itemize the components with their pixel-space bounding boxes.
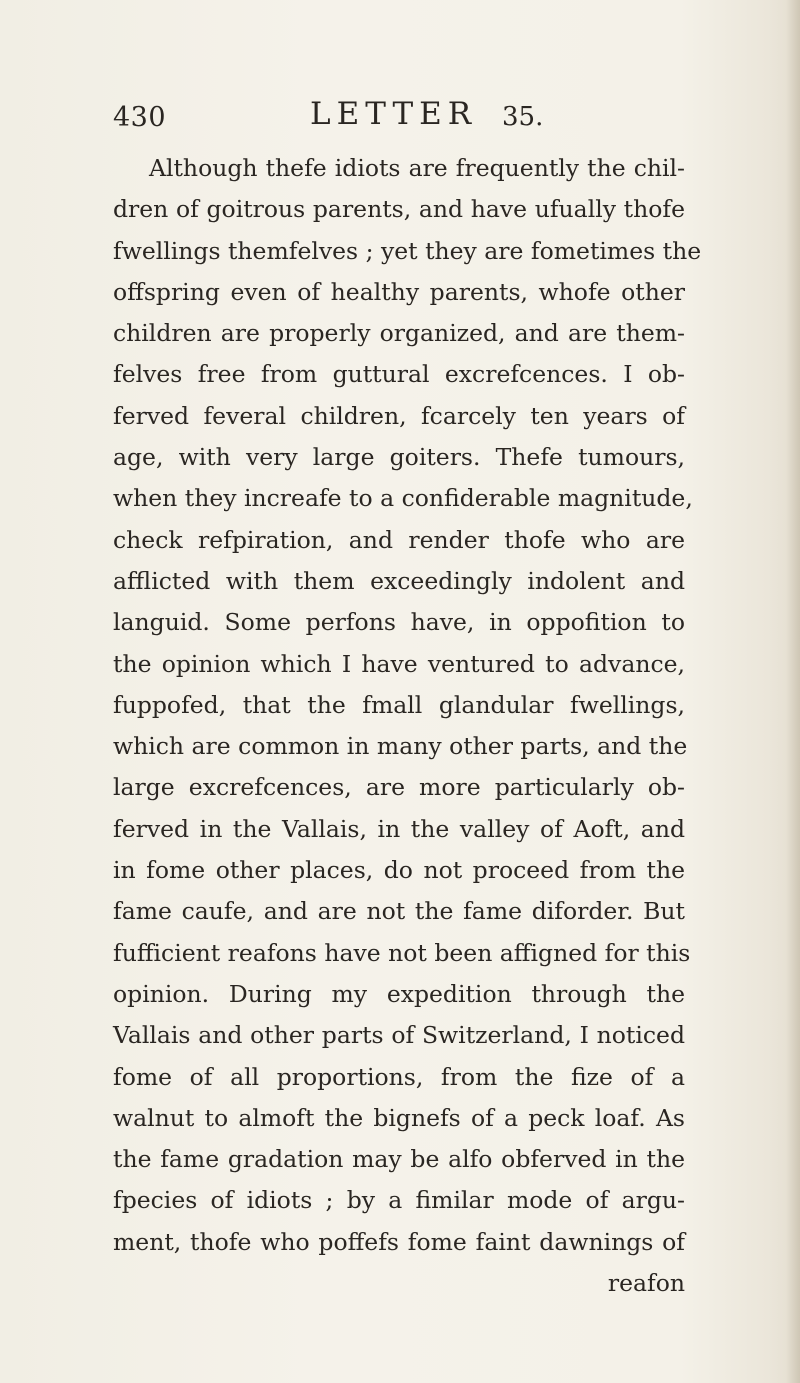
text-line: offspring even of healthy parents, whofe other xyxy=(113,277,685,306)
text-line: when they increafe to a confiderable magnitude, xyxy=(113,484,693,513)
body-text xyxy=(113,148,702,1304)
text-line: the fame gradation may be alfo obferved in the xyxy=(113,1145,685,1174)
page-edge-shadow xyxy=(786,0,800,1383)
text-line: dren of goitrous parents, and have ufually thofe xyxy=(113,195,685,224)
text-line: fame caufe, and are not the fame diforder. But xyxy=(113,897,685,926)
page-number: 430 xyxy=(113,102,167,133)
text-line: walnut to almoft the bignefs of a peck loaf. As xyxy=(113,1103,685,1132)
text-line: large excrefcences, are more particularly ob- xyxy=(113,773,685,802)
text-line: ferved in the Vallais, in the valley of Aoft, and xyxy=(113,814,685,843)
text-line: Although thefe idiots are frequently the chil- xyxy=(149,154,685,182)
text-line: felves free from guttural excrefcences. I ob- xyxy=(113,360,685,389)
text-line: afflicted with them exceedingly indolent and xyxy=(113,566,685,595)
text-line: languid. Some perfons have, in oppofition to xyxy=(113,608,685,637)
letter-number: 35. xyxy=(502,102,544,132)
text-line: check refpiration, and render thofe who are xyxy=(113,525,685,554)
text-line: fwellings themfelves ; yet they are fometimes the xyxy=(113,236,702,265)
catchword: reafon xyxy=(607,1269,685,1298)
text-line: children are properly organized, and are them- xyxy=(113,319,685,348)
text-line: fuppofed, that the fmall glandular fwellings, xyxy=(113,690,685,719)
text-line: ferved feveral children, fcarcely ten years of xyxy=(113,401,685,430)
text-line: fpecies of idiots ; by a fimilar mode of argu- xyxy=(113,1186,685,1215)
text-line: the opinion which I have ventured to advance, xyxy=(113,649,685,678)
text-line: age, with very large goiters. Thefe tumours, xyxy=(113,443,685,472)
text-line: fufficient reafons have not been affigned for this xyxy=(113,938,691,967)
text-line: opinion. During my expedition through the xyxy=(113,979,685,1008)
text-line: Vallais and other parts of Switzerland, I noticed xyxy=(113,1021,685,1050)
text-line: ment, thofe who poffefs fome faint dawnings of xyxy=(113,1227,685,1256)
text-line: in fome other places, do not proceed from the xyxy=(113,856,685,885)
text-line: fome of all proportions, from the fize of a xyxy=(113,1062,685,1091)
page-header xyxy=(113,96,673,138)
text-line: which are common in many other parts, and the xyxy=(113,732,688,761)
running-head: LETTER xyxy=(310,96,478,132)
